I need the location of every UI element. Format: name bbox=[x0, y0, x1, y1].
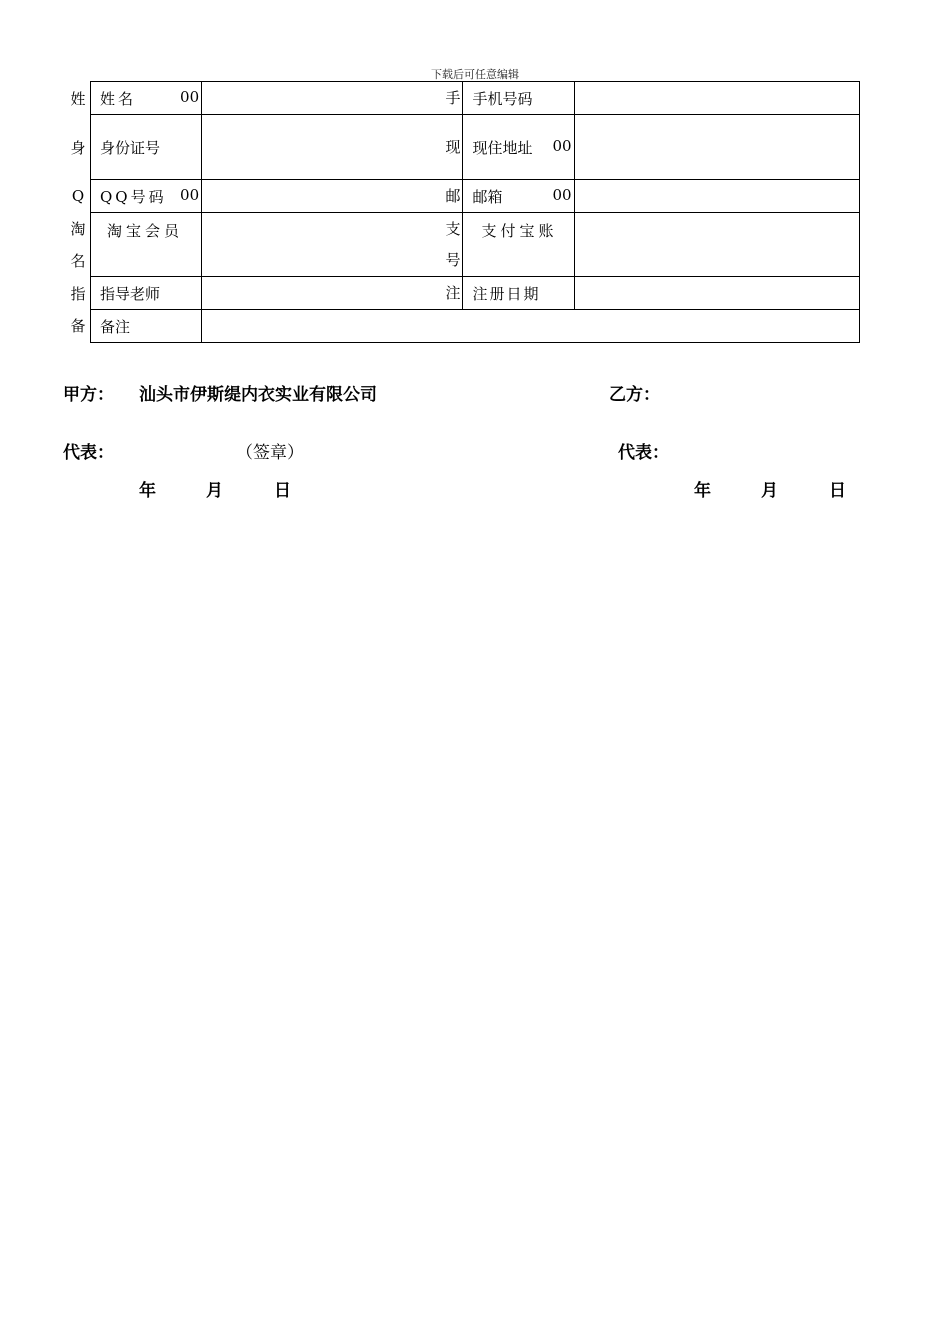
phone-mid-char: 手 bbox=[445, 88, 461, 107]
table-row bbox=[91, 213, 860, 277]
seal-note: （签章） bbox=[236, 443, 304, 463]
phone-value-cell[interactable] bbox=[574, 82, 859, 115]
address-value-cell[interactable] bbox=[574, 115, 859, 180]
left-char-2: 身 bbox=[70, 139, 86, 157]
name-value-cell[interactable] bbox=[202, 82, 463, 115]
qq-label: QQ号码 bbox=[100, 187, 167, 206]
table-row bbox=[91, 115, 860, 180]
name-label-cell bbox=[91, 82, 202, 115]
name-label: 姓名 bbox=[100, 89, 137, 108]
left-char-5: 名 bbox=[70, 252, 86, 270]
phone-label-cell bbox=[463, 82, 574, 115]
date-b-year: 年 bbox=[694, 481, 711, 501]
remark-label: 备注 bbox=[100, 317, 131, 336]
teacher-label: 指导老师 bbox=[100, 284, 161, 303]
table-row bbox=[91, 310, 860, 343]
alipay-mid-top-char: 支 bbox=[445, 219, 461, 238]
table-row bbox=[91, 82, 860, 115]
date-a-month: 月 bbox=[206, 481, 223, 501]
left-char-7: 备 bbox=[70, 317, 86, 335]
email-label-cell bbox=[463, 180, 574, 213]
left-char-6: 指 bbox=[70, 285, 86, 303]
id-value-cell[interactable] bbox=[202, 115, 463, 180]
date-a-day: 日 bbox=[274, 481, 291, 501]
regdate-label: 注册日期 bbox=[472, 284, 541, 303]
email-mid-char: 邮 bbox=[445, 186, 461, 205]
email-value-cell[interactable] bbox=[574, 180, 859, 213]
regdate-value-cell[interactable] bbox=[574, 277, 859, 310]
registration-form-table bbox=[90, 81, 860, 343]
alipay-value-cell[interactable] bbox=[574, 213, 859, 277]
rep-b-label: 代表： bbox=[618, 443, 669, 463]
address-mid-char: 现 bbox=[445, 137, 461, 156]
table-row bbox=[91, 180, 860, 213]
remark-label-cell bbox=[91, 310, 202, 343]
regdate-label-cell bbox=[463, 277, 574, 310]
qq-value-cell[interactable] bbox=[202, 180, 463, 213]
email-label: 邮箱 bbox=[472, 187, 503, 206]
alipay-mid-bottom-char: 号 bbox=[445, 250, 461, 269]
date-b-month: 月 bbox=[761, 481, 778, 501]
date-a-year: 年 bbox=[139, 481, 156, 501]
address-suffix: 00 bbox=[552, 136, 572, 155]
alipay-label: 支付宝账 bbox=[481, 222, 558, 240]
party-a-name: 汕头市伊斯缇内衣实业有限公司 bbox=[139, 385, 377, 405]
taobao-label-cell bbox=[91, 213, 202, 277]
date-b-day: 日 bbox=[829, 481, 846, 501]
left-char-3: Q bbox=[71, 187, 85, 205]
email-suffix: 00 bbox=[552, 185, 572, 204]
party-a-label: 甲方： bbox=[63, 385, 114, 405]
left-char-1: 姓 bbox=[70, 90, 86, 108]
table-row bbox=[91, 277, 860, 310]
name-suffix: 00 bbox=[180, 87, 200, 106]
header-note: 下载后可任意编辑 bbox=[431, 68, 519, 81]
qq-suffix: 00 bbox=[180, 185, 200, 204]
id-label-cell bbox=[91, 115, 202, 180]
taobao-label: 淘宝会员 bbox=[107, 222, 184, 240]
teacher-value-cell[interactable] bbox=[202, 277, 463, 310]
taobao-value-cell[interactable] bbox=[202, 213, 463, 277]
left-char-4: 淘 bbox=[70, 220, 86, 238]
address-label: 现住地址 bbox=[472, 138, 533, 157]
qq-label-cell bbox=[91, 180, 202, 213]
teacher-label-cell bbox=[91, 277, 202, 310]
alipay-label-cell bbox=[463, 213, 574, 277]
address-label-cell bbox=[463, 115, 574, 180]
rep-a-label: 代表： bbox=[63, 443, 114, 463]
phone-label: 手机号码 bbox=[472, 89, 533, 108]
party-b-label: 乙方： bbox=[609, 385, 660, 405]
id-label: 身份证号 bbox=[100, 138, 161, 157]
remark-value-cell[interactable] bbox=[202, 310, 860, 343]
regdate-mid-char: 注 bbox=[445, 283, 461, 302]
